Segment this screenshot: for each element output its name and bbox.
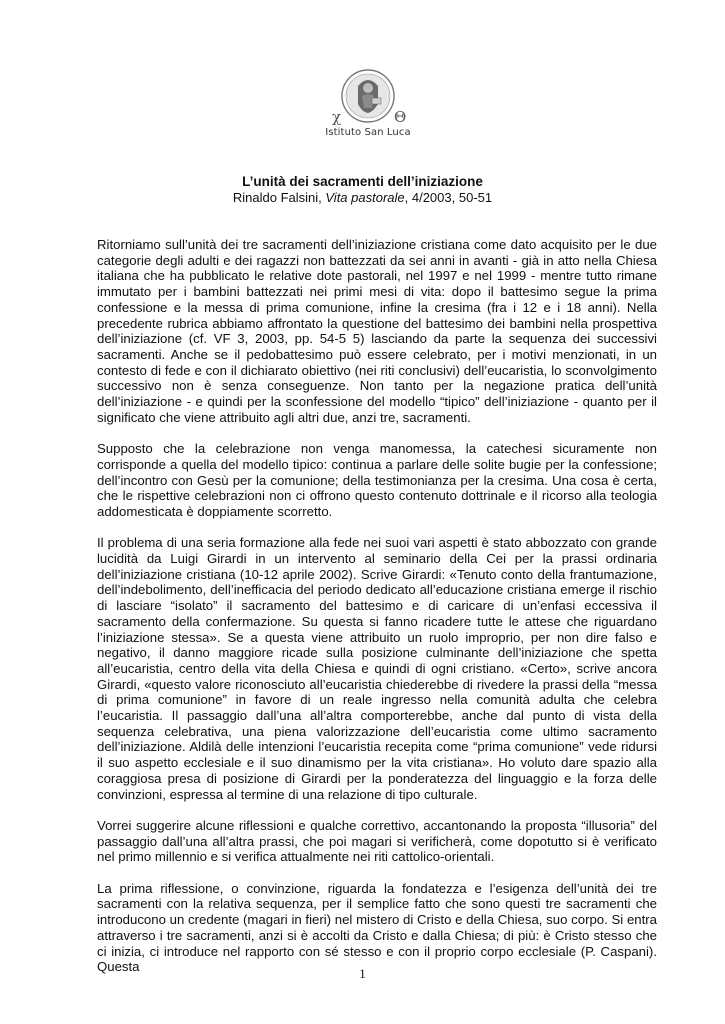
page-number: 1 <box>359 966 366 981</box>
saint-luke-emblem-icon <box>318 66 418 126</box>
source-title: Vita pastorale <box>325 190 405 205</box>
paragraph: La prima riflessione, o convinzione, riguarda la fondatezza e l’esigenza dell’unità dei tre sacramenti con la relativa sequenza, per il semplice fatto che sono questi tre sacramenti che introducono un credente (magari in fieri) nel mistero di Cristo e della Chiesa, suo corpo. Si entra attraverso i tre sacramenti, anzi si è accolti da Cristo e dalla Chiesa; di più: è Cristo stesso che ci inizia, ci introduce nel rapporto con sé stesso e con il proprio corpo ecclesiale (P. Caspani). Questa <box>97 880 657 975</box>
logo-caption: Istituto San Luca <box>325 127 411 138</box>
theta-symbol: Θ <box>394 108 407 126</box>
paragraph: Vorrei suggerire alcune riflessioni e qualche correttivo, accantonando la proposta “illusoria” del passaggio dall’una all’altra prassi, che poi magari si verificherà, come dopotutto si è verificato nel primo millennio e si verifica attualmente nei riti cattolico-orientali. <box>97 817 657 865</box>
article-body <box>97 237 657 991</box>
issue-reference: , 4/2003, 50-51 <box>404 190 493 205</box>
paragraph: Supposto che la celebrazione non venga manomessa, la catechesi sicuramente non corrisponde a quella del modello tipico: continua a parlare delle solite bugie per la confessione; dell’incontro con Gesù per la comunione; della testimonianza per la cresima. Una cosa è certa, che le rispettive celebrazioni non ci offrono questo contenuto dottrinale e il ricorso alla teologia addomesticata è doppiamente scorretto. <box>97 441 657 519</box>
document-title: L’unità dei sacramenti dell’iniziazione <box>242 174 483 189</box>
document-header <box>60 174 665 206</box>
author-name: Rinaldo Falsini, <box>232 190 326 205</box>
paragraph: Ritorniamo sull’unità dei tre sacramenti dell’iniziazione cristiana come dato acquisito per le due categorie degli adulti e dei ragazzi non battezzati da sei anni in avanti - già in atto nella Chiesa italiana che ha pubblicato le relative dote pastorali, nel 1997 e nel 1999 - mentre tutto rimane immutato per i bambini battezzati nei primi mesi di vita: dopo il battesimo segue la prima confessione e la messa di prima comunione, infine la cresima (fra i 12 e i 18 anni). Nella precedente rubrica abbiamo affrontato la questione del battesimo dei bambini nella prospettiva dell’iniziazione (cf. VF 3, 2003, pp. 54-5 5) lasciando da parte la sequenza dei successivi sacramenti. Anche se il pedobattesimo può essere celebrato, per i motivi menzionati, in un contesto di fede e con il dichiarato obiettivo (nei riti conclusivi) dell’eucaristia, lo sconvolgimento successivo non è senza conseguenze. Non tanto per la negazione pratica dell’unità dell’iniziazione - e quindi per la sconfessione del modello “tipico” dell’iniziazione - quanto per il significato che viene attribuito agli altri due, anzi tre, sacramenti. <box>97 237 657 425</box>
paragraph: Il problema di una seria formazione alla fede nei suoi vari aspetti è stato abbozzato con grande lucidità da Luigi Girardi in un intervento al seminario della Cei per la prassi ordinaria dell’iniziazione cristiana (10-12 aprile 2002). Scrive Girardi: «Tenuto conto della frantumazione, dell’indebolimento, dell’inefficacia del periodo dedicato all’educazione cristiana emerge il rischio di lasciare “isolato” il sacramento del battesimo e di caricare di un’enfasi eccessiva il sacramento della confermazione. Su questa si fanno ricadere tutte le attese che riguardano l’iniziazione stessa». Se a questa viene attribuito un ruolo improprio, per non dire falso e negativo, il danno maggiore ricade sulla posizione culminante dell’iniziazione che spetta all’eucaristia, centro della vita della Chiesa e quindi di ogni cristiano. «Certo», scrive ancora Girardi, «questo valore riconosciuto all’eucaristia chiederebbe di rivedere la prassi della “messa di prima comunione” in favore di un reale ingresso nella comunità adulta che celebra l’eucaristia. Il passaggio dall’una all’altra comporterebbe, anche dal punto di vista della sequenza celebrativa, una piena valorizzazione dell’eucaristia come ultimo sacramento dell’iniziazione. Aldilà delle intenzioni l’eucaristia recepita come “prima comunione” vede ridursi il suo aspetto ecclesiale e il suo dinamismo per la vita cristiana». Ho voluto dare spazio alla coraggiosa presa di posizione di Girardi per la ponderatezza del linguaggio e la forza delle convinzioni, espressa al termine di una relazione di tipo culturale. <box>97 535 657 802</box>
institute-logo <box>318 66 418 144</box>
chi-symbol: χ <box>332 108 342 126</box>
document-byline <box>60 190 665 206</box>
